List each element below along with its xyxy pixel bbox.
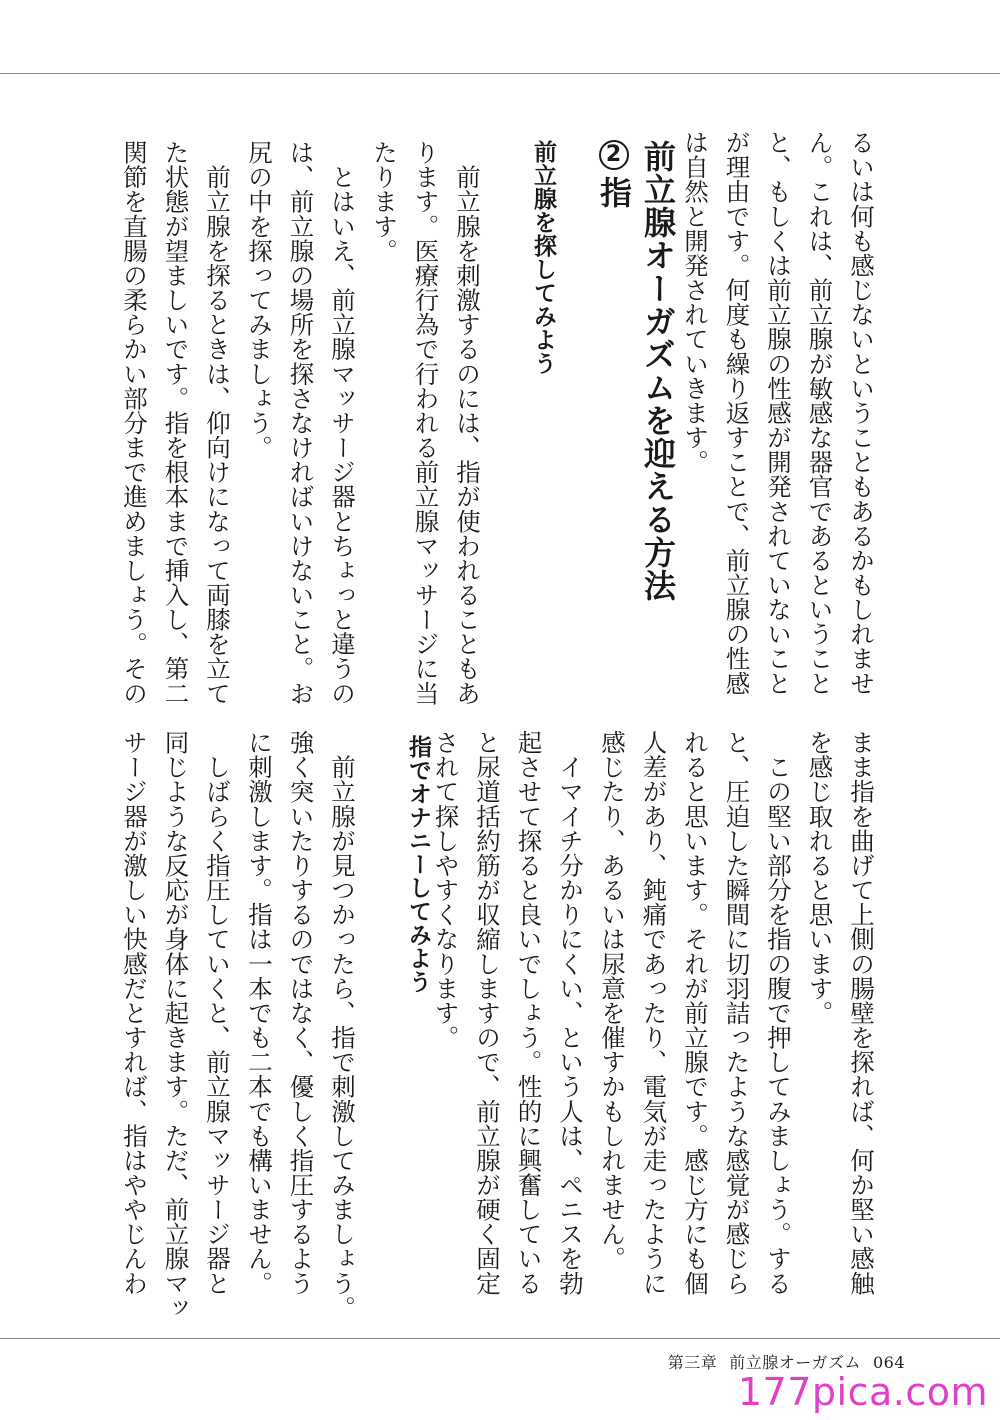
text-line: 前立腺を探るときは、仰向けになって両膝を立て [203,140,232,706]
text-line: 同じような反応が身体に起きます。ただ、前立腺マッ [161,730,191,1320]
text-line: イマイチ分かりにくい、という人は、ペニスを勃 [556,730,585,1296]
text-line: 尻の中を探ってみましょう。 [245,140,274,460]
footer-rule [0,1338,1000,1339]
top-paragraph-4 [114,140,239,706]
text-line: るいは何も感じないということもあるかもしれませ [847,130,876,696]
text-line: と、もしくは前立腺の性感が開発されていないこと [764,130,793,696]
text-line: とはいえ、前立腺マッサージ器とちょっと違うの [328,140,357,706]
text-line: この堅い部分を指の腹で押してみましょう。する [764,730,793,1296]
text-line: に刺激します。指は一本でも二本でも構いません。 [245,730,274,1296]
text-line: 起させて探ると良いでしょう。性的に興奮している [514,730,544,1296]
section-title-2: 指 [595,176,633,209]
text-line: まま指を曲げて上側の腸壁を探れば、何か堅い感触 [847,730,876,1296]
section-title: 前立腺オーガズムを迎える方法 [639,140,677,602]
bottom-paragraph-2 [592,730,800,1300]
section-number-badge: 2 [599,140,629,170]
section-title-line-2 [592,140,636,700]
text-line: と、圧迫した瞬間に切羽詰ったような感覚が感じら [722,730,752,1296]
footer-chapter: 第三章 [667,1353,718,1372]
bottom-paragraph-4 [239,730,364,1320]
text-line: は自然と開発されていきます。 [681,130,710,475]
section-heading [592,140,680,700]
header-rule [0,73,1000,74]
text-line: サージ器が激しい快感だとすれば、指はややじんわ [120,730,149,1296]
text-line: れると思います。それが前立腺です。感じ方にも個 [681,730,710,1296]
section-title-line-1 [636,140,680,700]
text-line: 前立腺が見つかったら、指で刺激してみましょう。 [328,730,357,1320]
text-line: は、前立腺の場所を探さなければいけないこと。お [286,140,316,706]
text-line: と尿道括約筋が収縮しますので、前立腺が硬く固定 [473,730,502,1296]
watermark-text: 177pica.com [737,1370,988,1414]
bottom-paragraph-1 [799,730,882,1300]
text-line: 感じたり、あるいは尿意を催すかもしれません。 [598,730,627,1271]
text-line: 関節を直腸の柔らかい部分まで進めましょう。その [120,140,149,706]
text-line: を感じ取れると思います。 [805,730,835,1025]
text-line: されて探しやすくなります。 [431,730,461,1050]
bottom-paragraph-5 [114,730,239,1320]
bottom-paragraph-3 [425,730,591,1300]
page-number: 064 [872,1353,905,1372]
subheading-finger-masturbation: 指でオナニーしてみよう [405,735,431,994]
footer-title: 前立腺オーガズム [729,1353,861,1372]
text-line: た状態が望ましいです。指を根本まで挿入し、第二 [161,140,191,706]
text-line: ります。医療行為で行われる前立腺マッサージに当 [411,140,441,706]
text-line: たります。 [370,140,399,263]
top-paragraph-3 [239,140,364,706]
text-line: 強く突いたりするのではなく、優しく指圧するよう [286,730,316,1296]
subheading-find-prostate: 前立腺を探してみよう [530,140,556,375]
text-line: ん。これは、前立腺が敏感な器官であるということ [805,130,835,696]
text-line: 前立腺を刺激するのには、指が使われることもあ [453,140,482,706]
top-paragraph-1 [675,130,883,696]
text-line: しばらく指圧していくと、前立腺マッサージ器と [203,730,232,1296]
text-line: 人差があり、鈍痛であったり、電気が走ったように [639,730,669,1296]
text-line: が理由です。何度も繰り返すことで、前立腺の性感 [722,130,752,696]
top-paragraph-2 [364,140,489,706]
